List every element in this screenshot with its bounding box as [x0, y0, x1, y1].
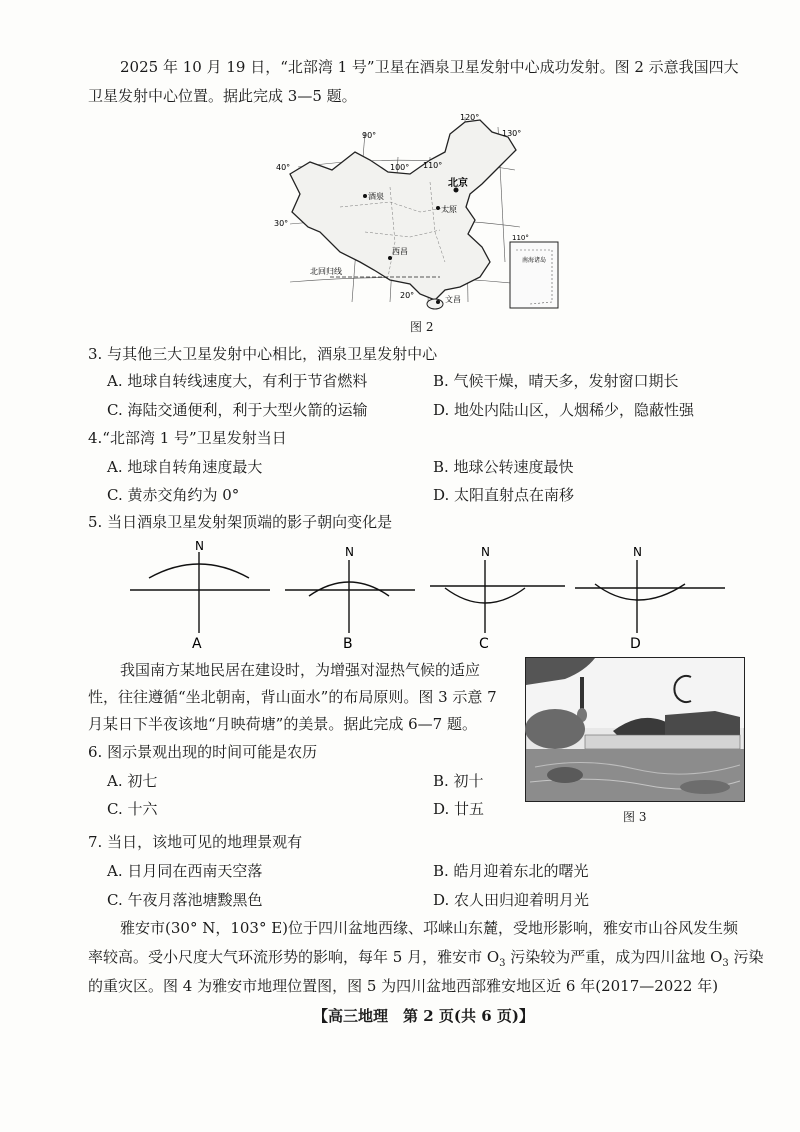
diagram-label-a: A	[192, 636, 202, 652]
lon-label: 100°	[390, 163, 410, 172]
hainan-island	[427, 299, 443, 309]
north-label-d: N	[633, 545, 642, 559]
figure2-caption: 图 2	[410, 320, 434, 334]
intro2-line1: 我国南方某地民居在建设时，为增强对湿热气候的适应	[120, 661, 481, 679]
trees-left	[525, 709, 585, 749]
white-wall	[585, 735, 740, 749]
north-label-a: N	[195, 539, 204, 553]
lon-label: 110°	[423, 161, 443, 170]
intro3-line1: 雅安市(30° N，103° E)位于四川盆地西缘、邛崃山东麓，受地形影响，雅安市山谷风发生频	[120, 919, 739, 937]
place-taiyuan: 太原	[441, 205, 457, 214]
figure3-caption: 图 3	[623, 810, 647, 824]
q7-option-b[interactable]: B. 皓月迎着东北的曙光	[433, 862, 589, 880]
q3-option-c[interactable]: C. 海陆交通便利，利于大型火箭的运输	[107, 401, 368, 419]
q6-option-c[interactable]: C. 十六	[107, 800, 158, 818]
intro3-line2: 率较高。受小尺度大气环流形势的影响，每年 5 月，雅安市 $O_3$ 污染较为严重，成为四川盆地 $O_3$ 污染	[88, 948, 764, 969]
q6-stem: 6. 图示景观出现的时间可能是农历	[88, 743, 318, 761]
q7-option-a[interactable]: A. 日月同在西南天空落	[107, 862, 263, 880]
lon-label: 120°	[460, 113, 480, 122]
taiyuan-marker	[436, 206, 440, 210]
place-wenchang: 文昌	[445, 295, 461, 304]
north-label-b: N	[345, 545, 354, 559]
china-map-figure	[270, 112, 560, 312]
page-footer: 【高三地理 第 2 页(共 6 页)】	[313, 1007, 534, 1025]
lon-label: 90°	[362, 131, 377, 140]
lon-label: 130°	[502, 129, 522, 138]
intro1-line1: 2025 年 10 月 19 日，“北部湾 1 号”卫星在酒泉卫星发射中心成功发射。图 2 示意我国四大	[120, 58, 739, 76]
q6-option-a[interactable]: A. 初七	[107, 772, 158, 790]
xichang-marker	[388, 256, 392, 260]
q4-option-a[interactable]: A. 地球自转角速度最大	[107, 458, 263, 476]
lat-label: 40°	[276, 163, 291, 172]
inset-lon-label: 110°	[512, 234, 529, 242]
q3-option-d[interactable]: D. 地处内陆山区，人烟稀少，隐蔽性强	[433, 401, 695, 419]
north-label-c: N	[481, 545, 490, 559]
jiuquan-marker	[363, 194, 367, 198]
q3-stem: 3. 与其他三大卫星发射中心相比，酒泉卫星发射中心	[88, 345, 438, 363]
lat-label: 30°	[274, 219, 289, 228]
q7-option-c[interactable]: C. 午夜月落池塘黢黑色	[107, 891, 263, 909]
q5-stem: 5. 当日酒泉卫星发射架顶端的影子朝向变化是	[88, 513, 393, 531]
tropic-label: 北回归线	[310, 267, 342, 276]
shadow-diagrams	[125, 538, 755, 653]
q3-option-a[interactable]: A. 地球自转线速度大，有利于节省燃料	[107, 372, 368, 390]
south-sea-inset	[510, 242, 558, 308]
q4-option-d[interactable]: D. 太阳直射点在南移	[433, 486, 575, 504]
diagram-c[interactable]	[430, 560, 565, 633]
intro2-line3: 月某日下半夜该地“月映荷塘”的美景。据此完成 6—7 题。	[88, 715, 477, 733]
q4-option-c[interactable]: C. 黄赤交角约为 0°	[107, 486, 240, 504]
inset-title: 南海诸岛	[522, 257, 547, 264]
diagram-a[interactable]	[130, 552, 270, 633]
diagram-d[interactable]	[575, 560, 725, 633]
diagram-b[interactable]	[285, 560, 415, 633]
diagram-label-d: D	[630, 636, 641, 652]
diagram-label-c: C	[479, 636, 489, 652]
q4-option-b[interactable]: B. 地球公转速度最快	[433, 458, 574, 476]
intro1-line2: 卫星发射中心位置。据此完成 3—5 题。	[88, 87, 357, 105]
q3-option-b[interactable]: B. 气候干燥，晴天多，发射窗口期长	[433, 372, 679, 390]
q6-option-b[interactable]: B. 初十	[433, 772, 484, 790]
lat-label: 20°	[400, 291, 415, 300]
q7-stem: 7. 当日，该地可见的地理景观有	[88, 833, 303, 851]
q4-stem: 4.“北部湾 1 号”卫星发射当日	[88, 429, 287, 447]
intro2-line2: 性，往往遵循“坐北朝南，背山面水”的布局原则。图 3 示意 7	[88, 688, 497, 706]
moon-pond-photo	[525, 657, 745, 802]
q7-option-d[interactable]: D. 农人田归迎着明月光	[433, 891, 590, 909]
intro3-line3: 的重灾区。图 4 为雅安市地理位置图，图 5 为四川盆地西部雅安地区近 6 年(2017—2022 年)	[88, 977, 719, 995]
place-beijing: 北京	[448, 178, 468, 189]
place-jiuquan: 酒泉	[368, 192, 384, 201]
diagram-label-b: B	[343, 636, 353, 652]
wenchang-marker	[436, 300, 440, 304]
place-xichang: 西昌	[392, 247, 408, 256]
q6-option-d[interactable]: D. 廿五	[433, 800, 485, 818]
